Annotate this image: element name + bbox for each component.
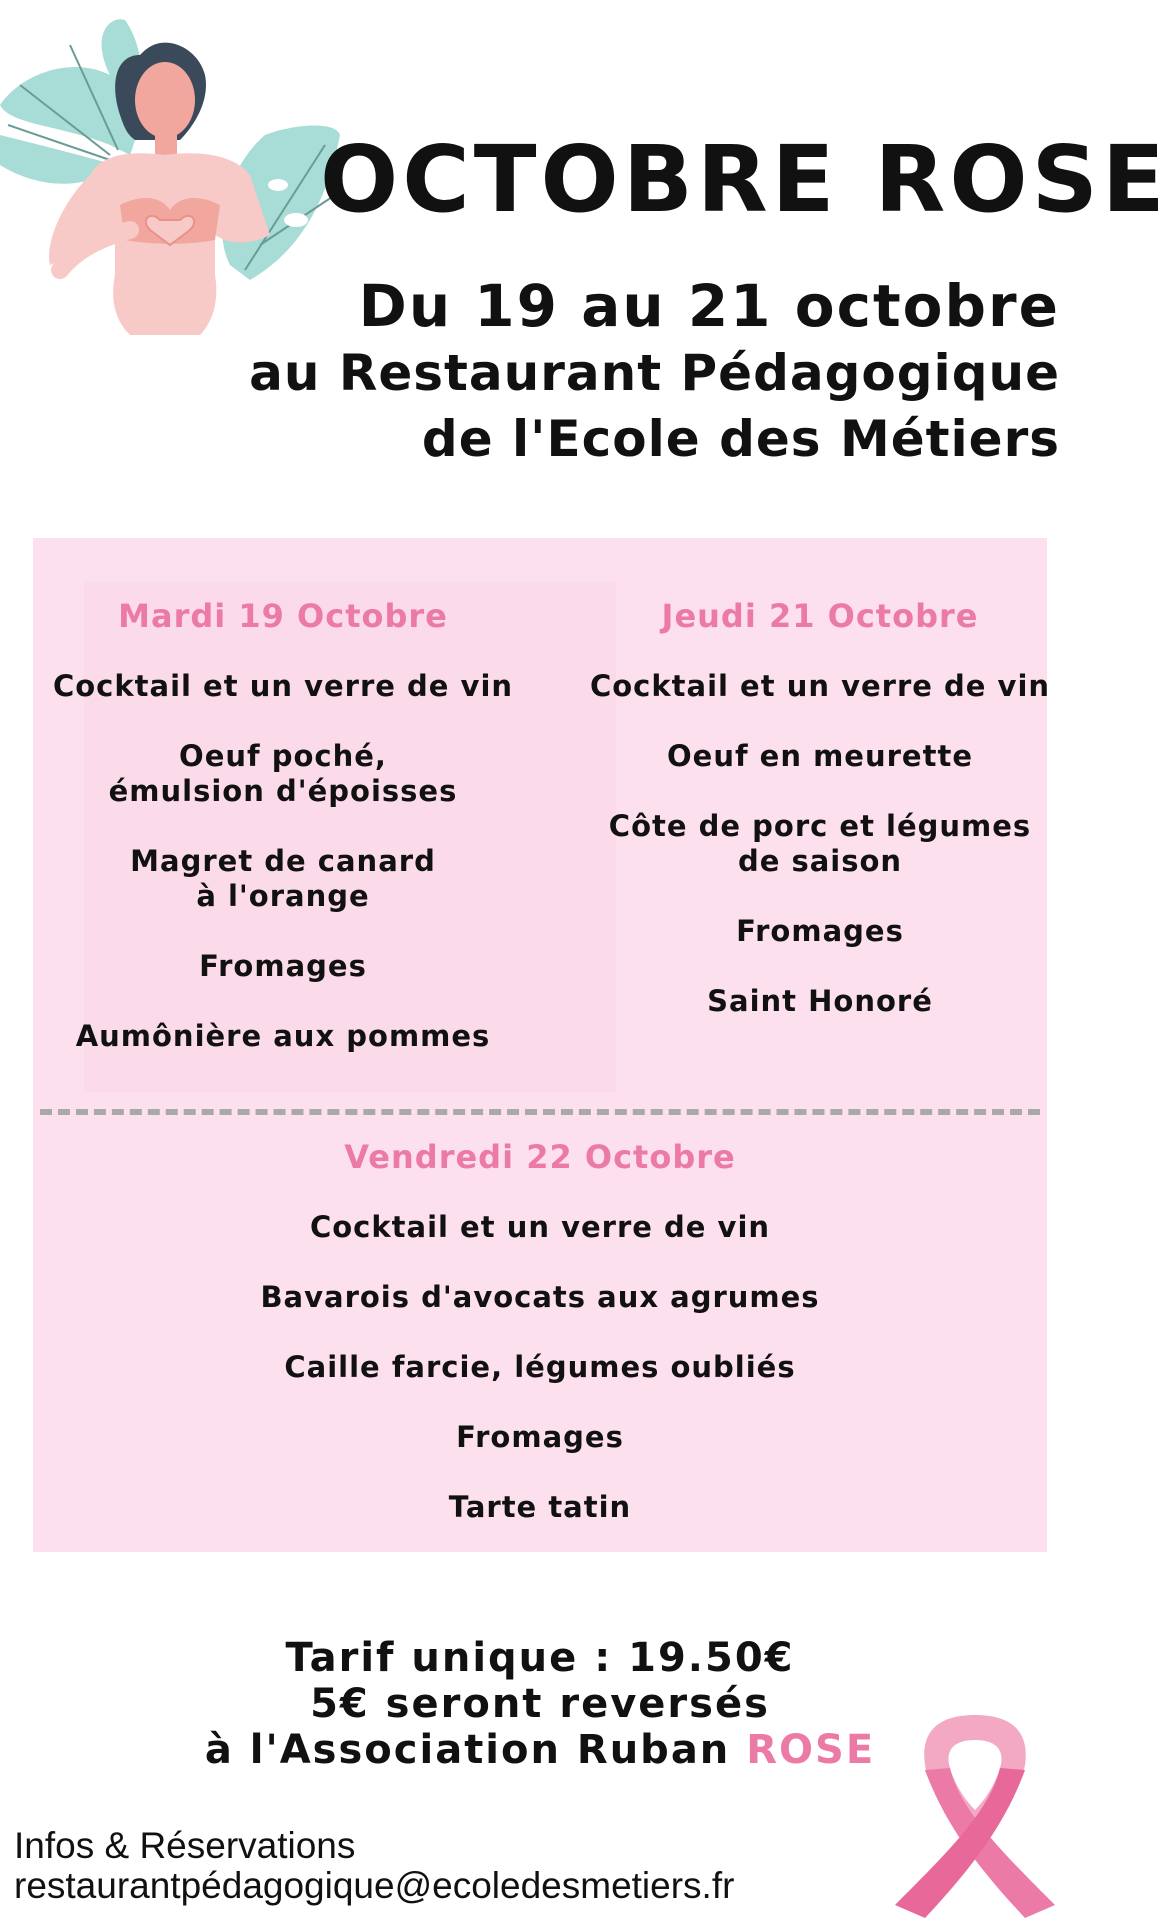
dish-item: Saint Honoré [707, 984, 933, 1018]
price-line: Tarif unique : 19.50€ [285, 1635, 795, 1681]
dish-item: Cocktail et un verre de vin [589, 669, 1051, 703]
dish-item: Tarte tatin [448, 1490, 632, 1524]
dish-item: Aumônière aux pommes [75, 1019, 491, 1053]
dish-item: Fromages [736, 914, 904, 948]
pink-ribbon-icon [880, 1700, 1070, 1920]
dish-item: Cocktail et un verre de vin [52, 669, 514, 703]
association-line [180, 1727, 900, 1773]
contact-block [14, 1826, 734, 1906]
dish-item: Cocktail et un verre de vin [309, 1210, 771, 1244]
dish-item: Bavarois d'avocats aux agrumes [260, 1280, 820, 1314]
dish-item: Côte de porc et légumes de saison [608, 809, 1032, 878]
day-heading: Mardi 19 Octobre [118, 597, 448, 635]
dish-item: Magret de canard à l'orange [130, 844, 436, 913]
day-heading: Vendredi 22 Octobre [344, 1138, 736, 1176]
venue-line-2: de l'Ecole des Métiers [421, 410, 1060, 468]
contact-label: Infos & Réservations [14, 1825, 356, 1866]
poster-title [320, 120, 1169, 240]
menu-vendredi [33, 1138, 1047, 1560]
association-text: à l'Association Ruban [204, 1727, 747, 1773]
menu-jeudi [585, 597, 1055, 1054]
day-heading: Jeudi 21 Octobre [661, 597, 979, 635]
dish-item: Caille farcie, légumes oubliés [284, 1350, 796, 1384]
venue-line-1: au Restaurant Pédagogique [249, 344, 1060, 402]
woman-heart-illustration [0, 15, 345, 345]
dish-item: Oeuf en meurette [667, 739, 973, 773]
donation-line: 5€ seront reversés [310, 1681, 770, 1727]
dashed-divider [40, 1109, 1040, 1115]
association-highlight: ROSE [746, 1727, 876, 1773]
menu-mardi [33, 597, 533, 1089]
dish-item: Fromages [456, 1420, 624, 1454]
pricing-block [180, 1635, 900, 1773]
dish-item: Oeuf poché, émulsion d'époisses [108, 739, 458, 808]
title-text: OCTOBRE ROSE [320, 126, 1169, 233]
contact-email[interactable]: restaurantpédagogique@ecoledesmetiers.fr [14, 1865, 735, 1906]
dish-item: Fromages [199, 949, 367, 983]
event-dates: Du 19 au 21 octobre [358, 272, 1060, 340]
